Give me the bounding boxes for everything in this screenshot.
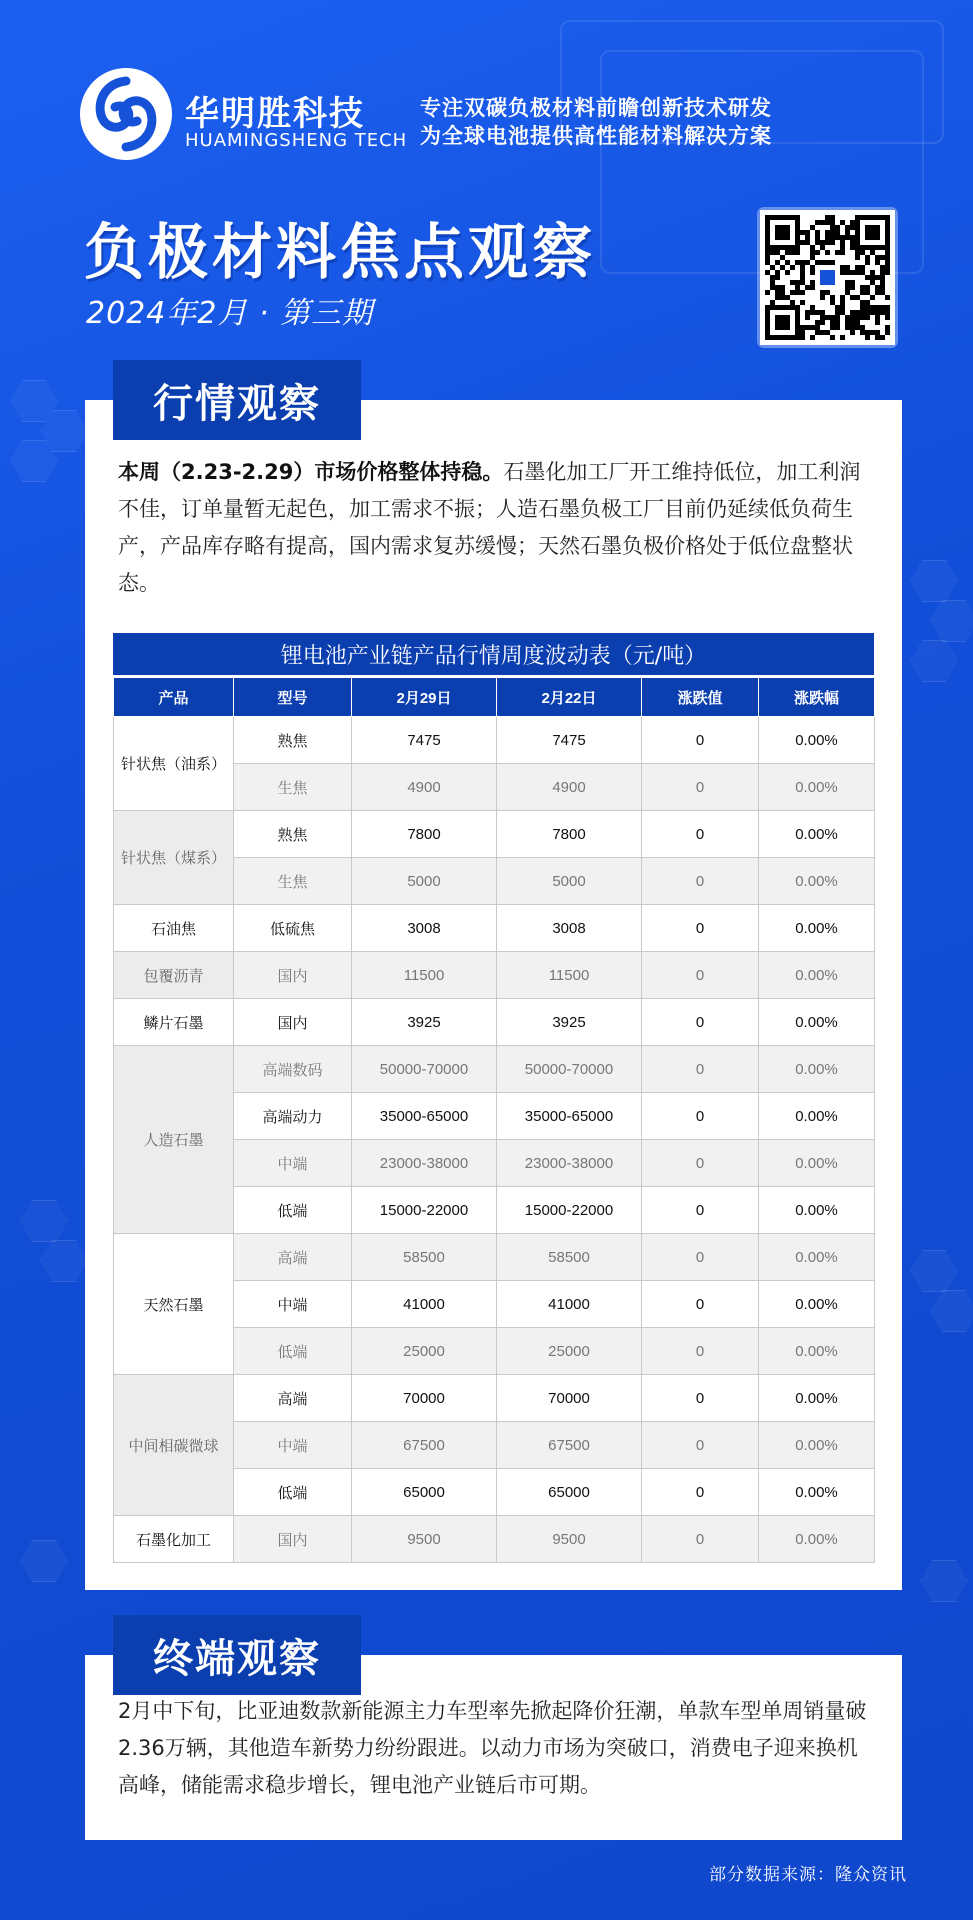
market-lead: 本周（2.23-2.29）市场价格整体持稳。 xyxy=(118,460,504,484)
table-title: 锂电池产业链产品行情周度波动表（元/吨） xyxy=(113,633,874,675)
table-row xyxy=(114,1046,875,1093)
price-cell: 67500 xyxy=(497,1422,642,1469)
slogan-line-1: 专注双碳负极材料前瞻创新技术研发 xyxy=(420,96,772,120)
product-cell: 包覆沥青 xyxy=(114,952,234,999)
change-cell: 0 xyxy=(642,1516,759,1563)
price-cell: 7475 xyxy=(352,717,497,764)
market-paragraph xyxy=(118,454,873,602)
model-cell: 中端 xyxy=(234,1140,352,1187)
price-cell: 7475 xyxy=(497,717,642,764)
header-change-pct: 涨跌幅 xyxy=(759,678,875,717)
change-cell: 0 xyxy=(642,1469,759,1516)
terminal-paragraph: 2月中下旬，比亚迪数款新能源主力车型率先掀起降价狂潮，单款车型单周销量破2.36万辆，其他造车新势力纷纷跟进。以动力市场为突破口，消费电子迎来换机高峰，储能需求稳步增长，锂电池产业链后市可期。 xyxy=(118,1699,867,1797)
price-cell: 23000-38000 xyxy=(497,1140,642,1187)
brand-name-cn: 华明胜科技 xyxy=(185,94,365,134)
change-pct-cell: 0.00% xyxy=(759,1375,875,1422)
model-cell: 高端 xyxy=(234,1234,352,1281)
price-cell: 5000 xyxy=(352,858,497,905)
price-cell: 11500 xyxy=(497,952,642,999)
change-pct-cell: 0.00% xyxy=(759,858,875,905)
model-cell: 熟焦 xyxy=(234,717,352,764)
change-cell: 0 xyxy=(642,952,759,999)
table-row xyxy=(114,1234,875,1281)
qr-code-icon xyxy=(760,210,895,345)
product-cell: 针状焦（油系） xyxy=(114,717,234,811)
change-cell: 0 xyxy=(642,1140,759,1187)
price-cell: 35000-65000 xyxy=(497,1093,642,1140)
price-cell: 5000 xyxy=(497,858,642,905)
table-row xyxy=(114,1516,875,1563)
change-cell: 0 xyxy=(642,1281,759,1328)
product-cell: 中间相碳微球 xyxy=(114,1375,234,1516)
table-row xyxy=(114,999,875,1046)
price-cell: 65000 xyxy=(352,1469,497,1516)
change-cell: 0 xyxy=(642,1187,759,1234)
table-header-row xyxy=(114,678,875,717)
change-pct-cell: 0.00% xyxy=(759,1281,875,1328)
model-cell: 国内 xyxy=(234,999,352,1046)
price-table xyxy=(113,677,875,1563)
price-cell: 15000-22000 xyxy=(352,1187,497,1234)
price-cell: 50000-70000 xyxy=(497,1046,642,1093)
table-row xyxy=(114,952,875,999)
change-pct-cell: 0.00% xyxy=(759,1046,875,1093)
change-cell: 0 xyxy=(642,858,759,905)
model-cell: 国内 xyxy=(234,1516,352,1563)
change-pct-cell: 0.00% xyxy=(759,1187,875,1234)
change-pct-cell: 0.00% xyxy=(759,764,875,811)
issue-subtitle: 2024年2月 · 第三期 xyxy=(86,296,374,331)
price-cell: 41000 xyxy=(352,1281,497,1328)
model-cell: 低硫焦 xyxy=(234,905,352,952)
model-cell: 高端 xyxy=(234,1375,352,1422)
model-cell: 生焦 xyxy=(234,764,352,811)
brand-name-en: HUAMINGSHENG TECH xyxy=(185,130,408,151)
market-section-tag: 行情观察 xyxy=(113,360,361,440)
change-cell: 0 xyxy=(642,1093,759,1140)
change-pct-cell: 0.00% xyxy=(759,999,875,1046)
change-cell: 0 xyxy=(642,1422,759,1469)
change-cell: 0 xyxy=(642,1046,759,1093)
change-pct-cell: 0.00% xyxy=(759,811,875,858)
table-row xyxy=(114,811,875,858)
price-cell: 25000 xyxy=(352,1328,497,1375)
change-pct-cell: 0.00% xyxy=(759,905,875,952)
price-cell: 3925 xyxy=(352,999,497,1046)
product-cell: 石墨化加工 xyxy=(114,1516,234,1563)
terminal-section-tag: 终端观察 xyxy=(113,1615,361,1695)
header-model: 型号 xyxy=(234,678,352,717)
data-source-note: 部分数据来源：隆众资讯 xyxy=(709,1865,907,1885)
price-cell: 70000 xyxy=(352,1375,497,1422)
header-date-1: 2月29日 xyxy=(352,678,497,717)
price-cell: 50000-70000 xyxy=(352,1046,497,1093)
price-cell: 15000-22000 xyxy=(497,1187,642,1234)
price-cell: 58500 xyxy=(497,1234,642,1281)
product-cell: 人造石墨 xyxy=(114,1046,234,1234)
model-cell: 中端 xyxy=(234,1422,352,1469)
slogan-line-2: 为全球电池提供高性能材料解决方案 xyxy=(420,124,772,148)
change-cell: 0 xyxy=(642,764,759,811)
change-cell: 0 xyxy=(642,717,759,764)
price-cell: 70000 xyxy=(497,1375,642,1422)
change-pct-cell: 0.00% xyxy=(759,1422,875,1469)
table-row xyxy=(114,905,875,952)
price-cell: 35000-65000 xyxy=(352,1093,497,1140)
model-cell: 中端 xyxy=(234,1281,352,1328)
header-product: 产品 xyxy=(114,678,234,717)
price-cell: 11500 xyxy=(352,952,497,999)
change-cell: 0 xyxy=(642,905,759,952)
product-cell: 石油焦 xyxy=(114,905,234,952)
price-cell: 9500 xyxy=(497,1516,642,1563)
page-title: 负极材料焦点观察 xyxy=(84,218,596,288)
price-cell: 4900 xyxy=(352,764,497,811)
price-cell: 65000 xyxy=(497,1469,642,1516)
change-pct-cell: 0.00% xyxy=(759,1234,875,1281)
change-cell: 0 xyxy=(642,999,759,1046)
market-panel xyxy=(85,400,902,1590)
model-cell: 熟焦 xyxy=(234,811,352,858)
price-cell: 23000-38000 xyxy=(352,1140,497,1187)
product-cell: 鳞片石墨 xyxy=(114,999,234,1046)
change-cell: 0 xyxy=(642,1328,759,1375)
change-cell: 0 xyxy=(642,1234,759,1281)
model-cell: 低端 xyxy=(234,1187,352,1234)
model-cell: 国内 xyxy=(234,952,352,999)
price-cell: 3008 xyxy=(497,905,642,952)
product-cell: 针状焦（煤系） xyxy=(114,811,234,905)
header-date-2: 2月22日 xyxy=(497,678,642,717)
change-pct-cell: 0.00% xyxy=(759,1140,875,1187)
market-body: 石墨化加工厂开工维持低位，加工利润不佳，订单量暂无起色，加工需求不振；人造石墨负极工厂目前仍延续低负荷生产，产品库存略有提高，国内需求复苏缓慢；天然石墨负极价格处于低位盘整状态。 xyxy=(118,460,861,595)
price-cell: 3925 xyxy=(497,999,642,1046)
change-pct-cell: 0.00% xyxy=(759,1093,875,1140)
price-cell: 25000 xyxy=(497,1328,642,1375)
qr-code[interactable] xyxy=(760,210,895,345)
logo-mark-icon xyxy=(87,75,165,153)
model-cell: 生焦 xyxy=(234,858,352,905)
change-pct-cell: 0.00% xyxy=(759,952,875,999)
company-logo xyxy=(80,68,172,160)
change-cell: 0 xyxy=(642,1375,759,1422)
change-pct-cell: 0.00% xyxy=(759,1328,875,1375)
price-cell: 58500 xyxy=(352,1234,497,1281)
product-cell: 天然石墨 xyxy=(114,1234,234,1375)
price-cell: 7800 xyxy=(352,811,497,858)
table-row xyxy=(114,717,875,764)
change-pct-cell: 0.00% xyxy=(759,1516,875,1563)
price-cell: 7800 xyxy=(497,811,642,858)
price-cell: 4900 xyxy=(497,764,642,811)
change-cell: 0 xyxy=(642,811,759,858)
model-cell: 高端动力 xyxy=(234,1093,352,1140)
model-cell: 低端 xyxy=(234,1328,352,1375)
price-cell: 3008 xyxy=(352,905,497,952)
table-row xyxy=(114,1375,875,1422)
model-cell: 低端 xyxy=(234,1469,352,1516)
price-cell: 67500 xyxy=(352,1422,497,1469)
change-pct-cell: 0.00% xyxy=(759,1469,875,1516)
change-pct-cell: 0.00% xyxy=(759,717,875,764)
price-cell: 9500 xyxy=(352,1516,497,1563)
price-cell: 41000 xyxy=(497,1281,642,1328)
model-cell: 高端数码 xyxy=(234,1046,352,1093)
header-change: 涨跌值 xyxy=(642,678,759,717)
